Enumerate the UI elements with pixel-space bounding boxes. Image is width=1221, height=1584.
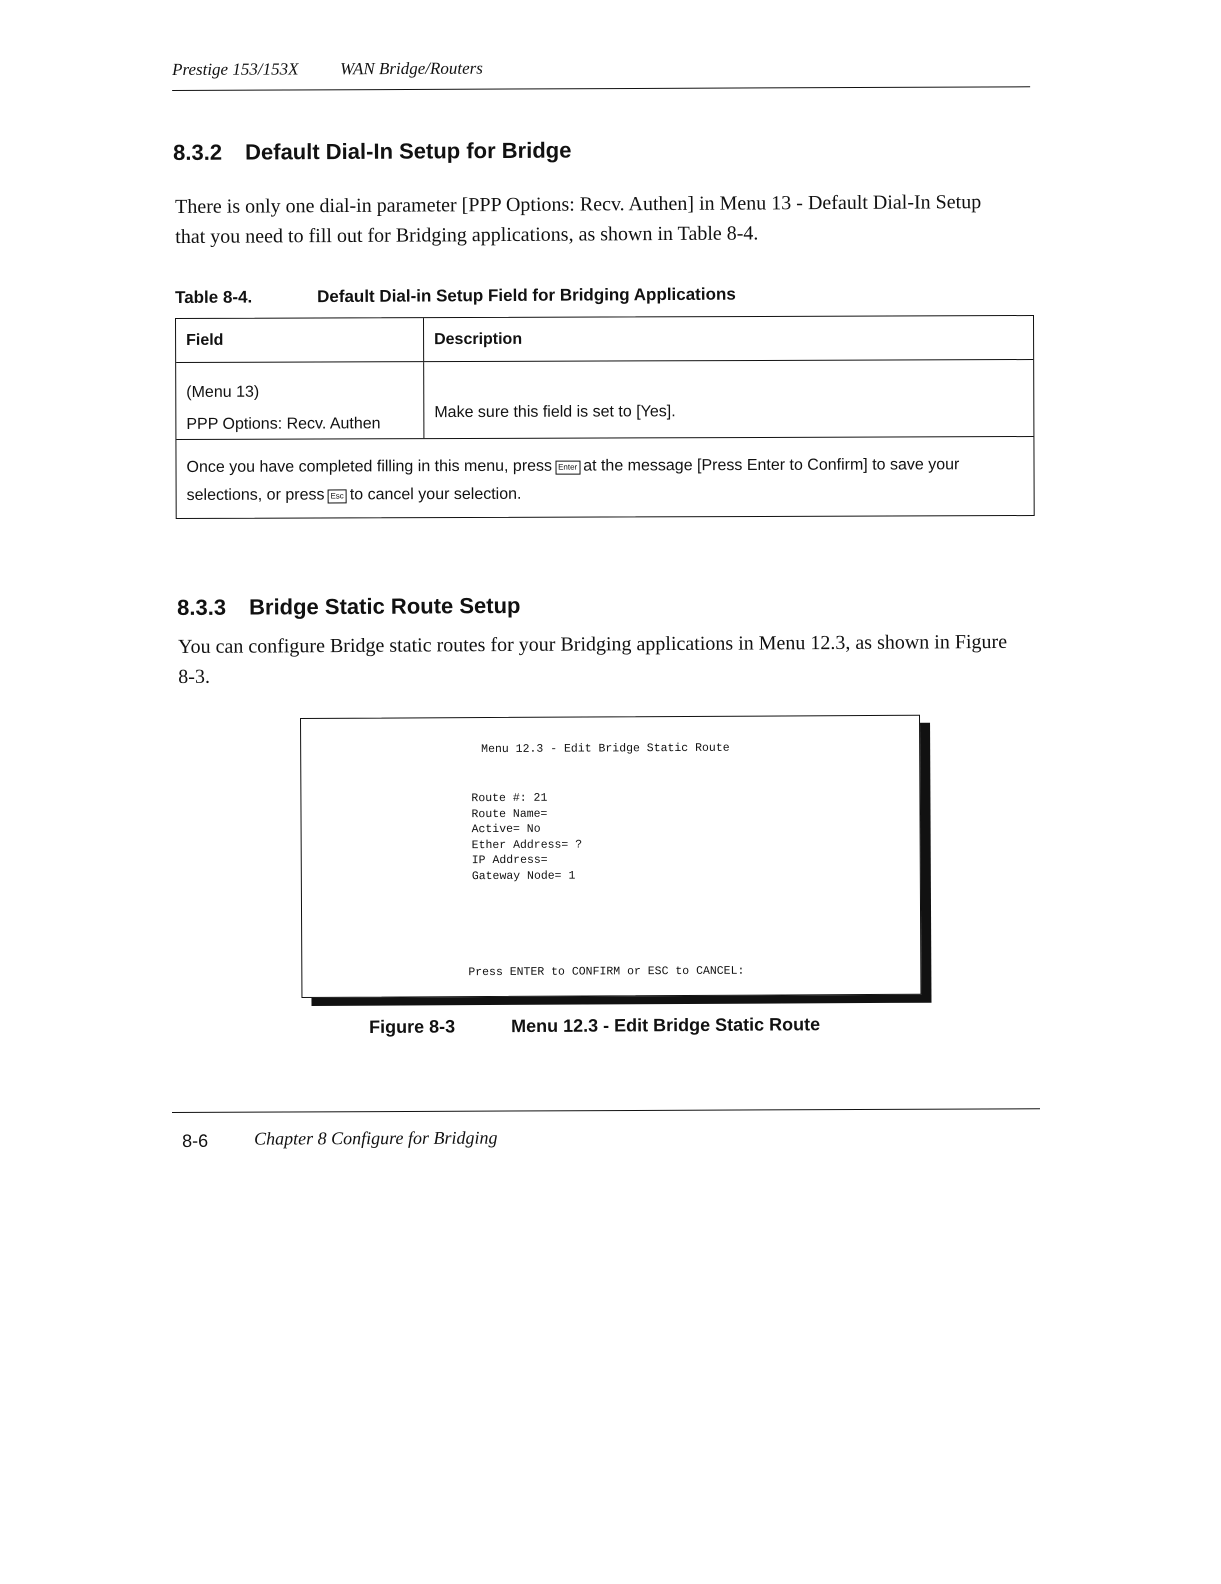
table-cell-description: Make sure this field is set to [Yes].	[434, 403, 676, 422]
table-caption-title: Default Dial-in Setup Field for Bridging Applications	[316, 284, 736, 307]
table-header-field: Field	[176, 318, 424, 362]
terminal-line: IP Address=	[471, 853, 548, 868]
footer-chapter: Chapter 8 Configure for Bridging	[254, 1127, 498, 1149]
esc-key-icon: Esc	[327, 489, 346, 503]
footer-page-number: 8-6	[182, 1130, 209, 1151]
section-heading-833	[177, 593, 521, 621]
table-caption-number: Table 8-4.	[175, 287, 253, 307]
section-title: Bridge Static Route Setup	[248, 592, 521, 620]
note-part3: to cancel your selection.	[349, 485, 522, 504]
section-title: Default Dial-In Setup for Bridge	[244, 137, 572, 165]
running-header	[172, 54, 1030, 91]
page-footer	[172, 1108, 1040, 1151]
section-number: 8.3.3	[177, 594, 227, 620]
note-part1: Once you have completed filling in this menu, press	[186, 457, 553, 476]
table-caption	[175, 285, 736, 308]
table-header-description: Description	[434, 330, 523, 348]
field-menu: (Menu 13)	[186, 383, 260, 401]
header-product: Prestige 153/153X	[172, 59, 299, 79]
terminal-line: Ether Address= ?	[471, 838, 583, 853]
terminal-line: Active= No	[471, 822, 541, 837]
terminal-line: Gateway Node= 1	[471, 869, 576, 884]
header-subtitle: WAN Bridge/Routers	[340, 58, 483, 79]
enter-key-icon: Enter	[555, 461, 580, 475]
terminal-footer: Press ENTER to CONFIRM or ESC to CANCEL:	[468, 964, 745, 980]
section-heading-832	[173, 138, 572, 166]
table-note	[176, 437, 1033, 518]
dial-in-setup-table	[175, 315, 1035, 519]
table-header-row	[176, 316, 1033, 363]
terminal-screen	[300, 715, 921, 998]
field-name: PPP Options: Recv. Authen	[186, 415, 381, 433]
section-833-paragraph: You can configure Bridge static routes for your Bridging applications in Menu 12.3, as shown in Figure 8-3.	[178, 630, 1008, 688]
figure-caption	[369, 1014, 820, 1038]
section-832-paragraph: There is only one dial-in parameter [PPP Options: Recv. Authen] in Menu 13 - Default Dial-In Setup that you need to fill out for Bridging applications, as shown in Table 8-4.	[175, 191, 982, 248]
figure-number: Figure 8-3	[369, 1016, 456, 1037]
note-part2: at the message [Press Enter to Confirm] to save your selections, or press	[186, 456, 960, 504]
figure-title: Menu 12.3 - Edit Bridge Static Route	[510, 1014, 821, 1037]
terminal-line: Route #: 21	[471, 791, 548, 806]
section-number: 8.3.2	[173, 139, 223, 165]
table-cell-field	[176, 362, 424, 439]
terminal-title: Menu 12.3 - Edit Bridge Static Route	[481, 741, 730, 757]
table-row	[176, 360, 1033, 440]
terminal-line: Route Name=	[471, 807, 548, 822]
